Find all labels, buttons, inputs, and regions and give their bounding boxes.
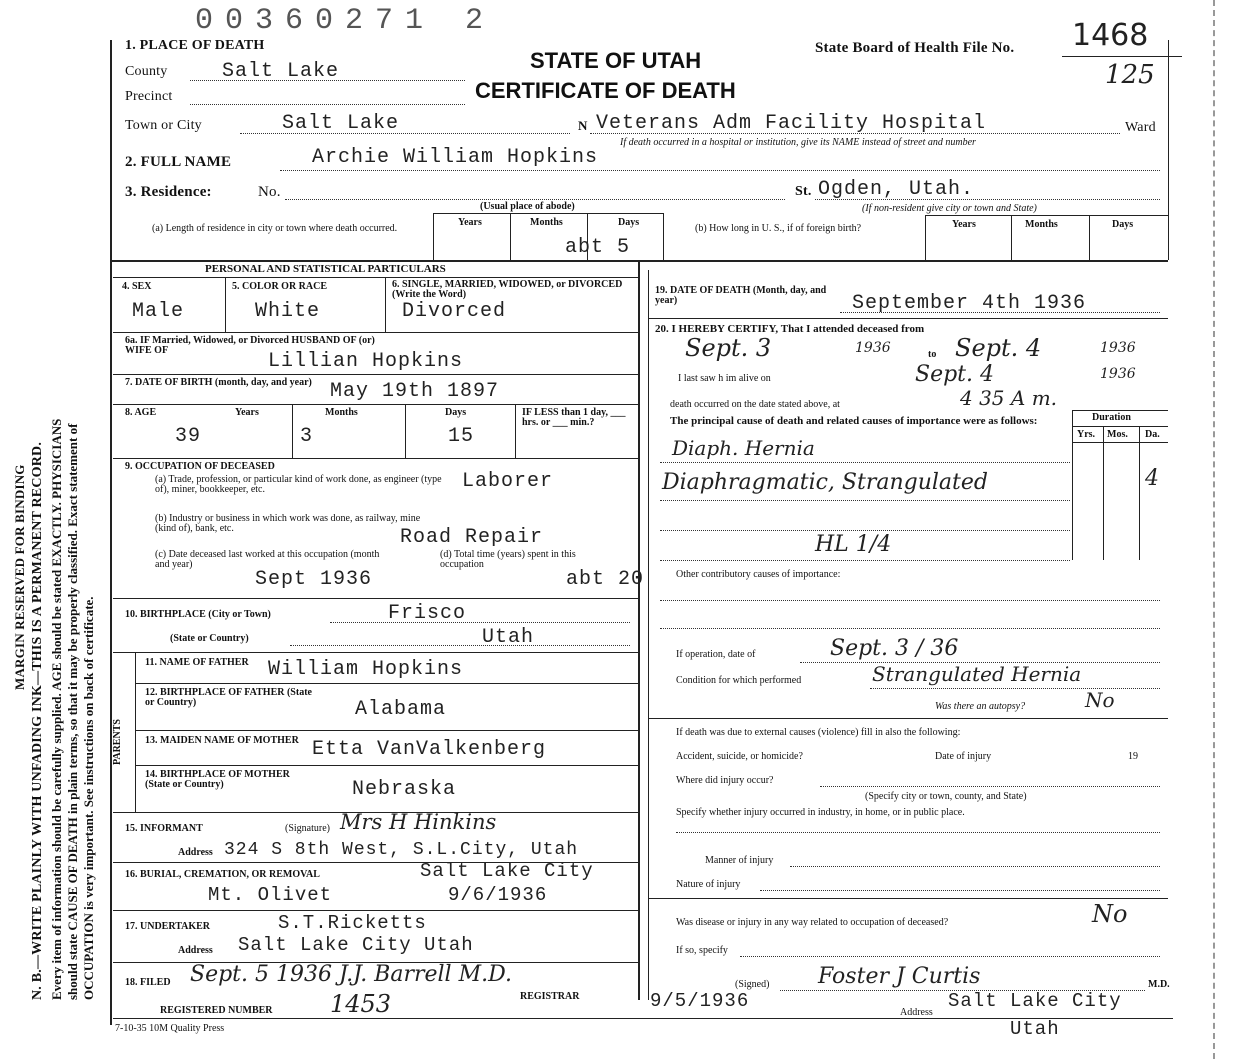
if-so-label: If so, specify <box>676 945 728 956</box>
spouse-label: 6a. IF Married, Widowed, or Divorced HUSBAND OF (or) WIFE OF <box>125 335 375 356</box>
registrar-label: REGISTRAR <box>520 991 580 1002</box>
dur-yrs-hdr: Yrs. <box>1077 429 1096 440</box>
age-months-hdr: Months <box>325 407 358 418</box>
mother-birthplace-value: Nebraska <box>352 778 457 801</box>
informant-signature-label: (Signature) <box>285 823 330 834</box>
registered-number: 1453 <box>330 990 392 1018</box>
dob-label: 7. DATE OF BIRTH (month, day, and year) <box>125 377 312 388</box>
institution-value: Veterans Adm Facility Hospital <box>596 112 987 135</box>
margin-binding-note: MARGIN RESERVED FOR BINDING <box>12 464 27 690</box>
margin-ink-note: N. B.—WRITE PLAINLY WITH UNFADING INK—THIS IS A PERMANENT RECORD. <box>30 441 45 1000</box>
informant-address-label: Address <box>178 847 213 858</box>
attended-to-year: 1936 <box>1100 340 1136 356</box>
occupation-b-label: (b) Industry or business in which work was done, as railway, mine (kind of), bank, etc. <box>155 513 421 534</box>
cause-2-duration: 4 <box>1145 466 1159 491</box>
father-value: William Hopkins <box>268 658 464 681</box>
birthplace-city-value: Frisco <box>388 602 467 625</box>
father-label: 11. NAME OF FATHER <box>145 657 249 668</box>
where-injury-label: Where did injury occur? <box>676 775 774 786</box>
full-name-label: 2. FULL NAME <box>125 154 232 170</box>
full-name-value: Archie William Hopkins <box>312 146 599 169</box>
date-of-death-label: 19. DATE OF DEATH (Month, day, and year) <box>655 285 827 306</box>
attended-from-year: 1936 <box>855 340 891 356</box>
residence-st-label: St. <box>795 184 812 199</box>
specify-place-note: (Specify city or town, county, and State) <box>865 791 1027 802</box>
marital-value: Divorced <box>402 300 507 323</box>
spouse-value: Lillian Hopkins <box>268 350 464 373</box>
occupation-label: 9. OCCUPATION OF DECEASED <box>125 461 275 472</box>
less-than-day-label: IF LESS than 1 day, ___ hrs. or ___ min.? <box>522 407 626 428</box>
county-label: County <box>125 64 168 79</box>
cause-line-2: Diaphragmatic, Strangulated <box>662 470 988 495</box>
age-days-hdr: Days <box>445 407 467 418</box>
duration-label: Duration <box>1092 412 1131 423</box>
margin-instructions-3: OCCUPATION is very important. See instructions on back of certificate. <box>81 596 96 1000</box>
condition-label: Condition for which performed <box>676 675 802 686</box>
undertaker-value: S.T.Ricketts <box>278 912 427 934</box>
total-time-value: abt 20 <box>566 568 645 591</box>
undertaker-address-label: Address <box>178 945 213 956</box>
occupation-value: Laborer <box>462 470 554 493</box>
signed-label: (Signed) <box>735 979 770 990</box>
last-saw-label: I last saw h im alive on <box>678 373 771 384</box>
margin-instructions-2: should state CAUSE OF DEATH in plain terms, so that it may be properly classified. Exact statement of <box>65 423 80 1000</box>
birthplace-state-value: Utah <box>482 626 535 649</box>
signature-date: 9/5/1936 <box>650 990 750 1012</box>
burial-label: 16. BURIAL, CREMATION, OR REMOVAL <box>125 869 320 880</box>
informant-signature: Mrs H Hinkins <box>340 810 497 834</box>
state-heading: STATE OF UTAH <box>530 48 702 73</box>
age-months-value: 3 <box>300 425 314 448</box>
residence-no-label: No. <box>258 184 281 200</box>
age-label: 8. AGE <box>125 407 157 418</box>
dur-mos-hdr: Mos. <box>1107 429 1128 440</box>
accident-label: Accident, suicide, or homicide? <box>676 751 803 762</box>
autopsy-label: Was there an autopsy? <box>935 701 1026 712</box>
town-value: Salt Lake <box>282 112 400 135</box>
file-no-label: State Board of Health File No. <box>815 40 1015 56</box>
injury-year-label: 19 <box>1128 751 1138 762</box>
undertaker-label: 17. UNDERTAKER <box>125 921 211 932</box>
mother-label: 13. MAIDEN NAME OF MOTHER <box>145 735 299 746</box>
place-of-death-label: 1. PLACE OF DEATH <box>125 38 265 53</box>
md-label: M.D. <box>1148 979 1170 990</box>
physician-signature: Foster J Curtis <box>818 964 981 989</box>
age-days-value: 15 <box>448 425 475 448</box>
death-time: 4 35 A m. <box>960 386 1058 410</box>
precinct-label: Precinct <box>125 89 173 104</box>
us-months-hdr: Months <box>1025 219 1058 230</box>
ward-label: Ward <box>1125 120 1156 135</box>
length-residence-label: (a) Length of residence in city or town where death occurred. <box>152 223 398 234</box>
race-value: White <box>255 300 321 323</box>
age-years-hdr: Years <box>235 407 259 418</box>
condition-value: Strangulated Hernia <box>872 662 1082 686</box>
physician-address-label: Address <box>900 1007 933 1018</box>
occupation-c-label: (c) Date deceased last worked at this occupation (month and year) <box>155 549 380 570</box>
physician-address: Salt Lake City <box>948 990 1122 1012</box>
informant-label: 15. INFORMANT <box>125 823 203 834</box>
res-days-hdr: Days <box>618 217 640 228</box>
filed-label: 18. FILED <box>125 977 171 988</box>
county-value: Salt Lake <box>222 60 340 83</box>
operation-date: Sept. 3 / 36 <box>830 636 959 661</box>
res-days-value: abt 5 <box>565 236 631 259</box>
birthplace-label: 10. BIRTHPLACE (City or Town) <box>125 609 271 620</box>
informant-address: 324 S 8th West, S.L.City, Utah <box>224 840 579 860</box>
personal-section-title: PERSONAL AND STATISTICAL PARTICULARS <box>205 263 446 275</box>
cause-label: The principal cause of death and related causes of importance were as follows: <box>670 415 1038 427</box>
death-at-label: death occurred on the date stated above, at <box>670 399 840 410</box>
father-birthplace-value: Alabama <box>355 698 447 721</box>
margin-instructions-1: Every item of information should be carefully supplied. AGE should be stated EXACTLY. PHYSICIANS <box>49 418 64 1000</box>
institution-note: If death occurred in a hospital or institution, give its NAME instead of street and number <box>620 137 976 148</box>
town-label: Town or City <box>125 118 202 133</box>
cause-line-3: HL 1/4 <box>815 532 892 557</box>
birthplace-state-label: (State or Country) <box>170 633 249 644</box>
father-birthplace-label: 12. BIRTHPLACE OF FATHER (State or Country) <box>145 687 312 708</box>
contributory-label: Other contributory causes of importance: <box>676 569 841 580</box>
occupation-a-label: (a) Trade, profession, or particular kind of work done, as engineer (type of), miner, bookkeeper, etc. <box>155 474 442 495</box>
related-occupation-value: No <box>1092 900 1128 928</box>
attended-to-label: to <box>928 349 937 360</box>
manner-label: Manner of injury <box>705 855 774 866</box>
dob-value: May 19th 1897 <box>330 380 500 403</box>
marital-label: 6. SINGLE, MARRIED, WIDOWED, or DIVORCED (Write the Word) <box>392 279 623 300</box>
nature-label: Nature of injury <box>676 879 741 890</box>
race-label: 5. COLOR OR RACE <box>232 281 328 292</box>
parents-label: PARENTS <box>112 719 123 765</box>
burial-date: 9/6/1936 <box>448 884 548 906</box>
mother-birthplace-label: 14. BIRTHPLACE OF MOTHER (State or Country) <box>145 769 290 790</box>
mother-value: Etta VanValkenberg <box>312 738 547 761</box>
registered-number-label: REGISTERED NUMBER <box>160 1005 273 1016</box>
filed-value: Sept. 5 1936 J.J. Barrell M.D. <box>190 962 512 987</box>
street-label: N <box>578 118 588 133</box>
file-number: 1468 <box>1072 18 1149 53</box>
local-number: 125 <box>1105 60 1155 90</box>
occupation-d-label: (d) Total time (years) spent in this occupation <box>440 549 576 570</box>
serial-number: 00360271 2 <box>195 4 496 38</box>
burial-place: Mt. Olivet <box>208 884 333 906</box>
dur-da-hdr: Da. <box>1145 429 1160 440</box>
sex-value: Male <box>132 300 185 323</box>
usual-abode-note: (Usual place of abode) <box>480 201 575 212</box>
undertaker-address: Salt Lake City Utah <box>238 934 474 956</box>
last-saw-year: 1936 <box>1100 366 1136 382</box>
nonresident-note: (If non-resident give city or town and State) <box>862 203 1037 214</box>
print-footer: 7-10-35 10M Quality Press <box>115 1023 225 1034</box>
autopsy-value: No <box>1085 688 1115 712</box>
date-of-death-value: September 4th 1936 <box>852 292 1087 315</box>
last-saw-date: Sept. 4 <box>915 362 994 387</box>
foreign-birth-label: (b) How long in U. S., if of foreign birth? <box>695 223 862 234</box>
industry-value: Road Repair <box>400 526 544 549</box>
res-months-hdr: Months <box>530 217 563 228</box>
cause-line-1: Diaph. Hernia <box>672 436 815 460</box>
last-worked-value: Sept 1936 <box>255 568 373 591</box>
us-days-hdr: Days <box>1112 219 1134 230</box>
us-years-hdr: Years <box>952 219 976 230</box>
attended-from: Sept. 3 <box>685 334 772 362</box>
date-injury-label: Date of injury <box>935 751 992 762</box>
physician-state: Utah <box>1010 1018 1060 1040</box>
external-causes-label: If death was due to external causes (violence) fill in also the following: <box>676 727 961 738</box>
burial-city: Salt Lake City <box>420 860 594 882</box>
industry-injury-label: Specify whether injury occurred in industry, in home, or in public place. <box>676 807 965 818</box>
operation-label: If operation, date of <box>676 649 756 660</box>
certificate-title: CERTIFICATE OF DEATH <box>475 78 736 103</box>
residence-label: 3. Residence: <box>125 184 212 200</box>
related-occupation-label: Was disease or injury in any way related to occupation of deceased? <box>676 917 949 928</box>
sex-label: 4. SEX <box>122 281 152 292</box>
attended-to: Sept. 4 <box>955 334 1042 362</box>
res-years-hdr: Years <box>458 217 482 228</box>
residence-value: Ogden, Utah. <box>818 178 975 201</box>
age-years-value: 39 <box>175 425 202 448</box>
certify-label: 20. I HEREBY CERTIFY, That I attended deceased from <box>655 323 925 335</box>
